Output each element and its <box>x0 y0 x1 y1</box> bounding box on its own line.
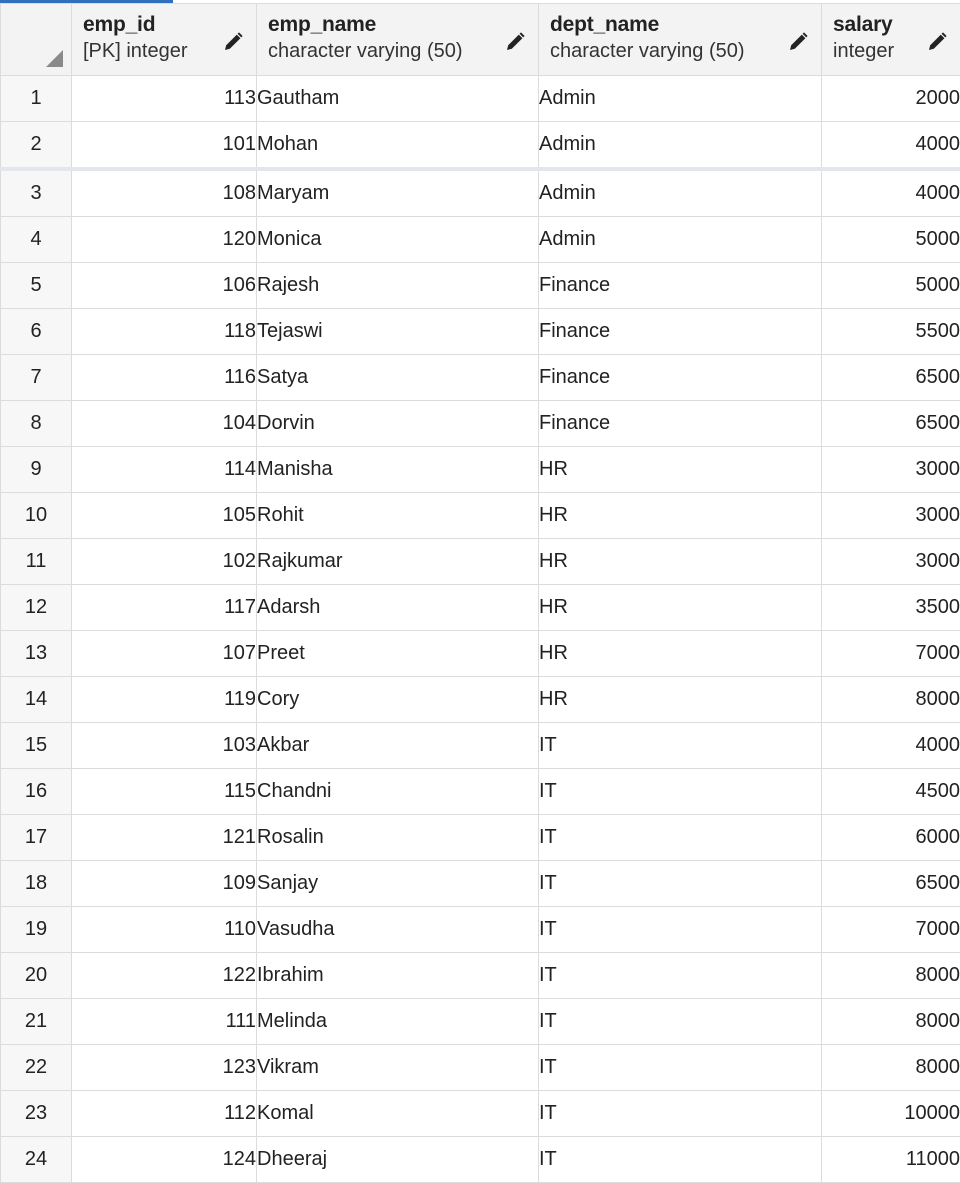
cell-emp-name[interactable]: Tejaswi <box>257 309 539 355</box>
cell-salary[interactable]: 4500 <box>822 769 960 815</box>
cell-salary[interactable]: 8000 <box>822 953 960 999</box>
cell-salary[interactable]: 8000 <box>822 1045 960 1091</box>
cell-emp-id[interactable]: 120 <box>72 217 257 263</box>
table-row[interactable] <box>1 677 960 723</box>
row-number[interactable]: 2 <box>1 122 72 170</box>
cell-emp-name[interactable]: Cory <box>257 677 539 723</box>
cell-emp-name[interactable]: Maryam <box>257 169 539 217</box>
cell-emp-name[interactable]: Rohit <box>257 493 539 539</box>
cell-emp-id[interactable]: 116 <box>72 355 257 401</box>
row-number[interactable]: 15 <box>1 723 72 769</box>
row-number[interactable]: 24 <box>1 1137 72 1183</box>
cell-dept-name[interactable]: HR <box>539 539 822 585</box>
table-row[interactable] <box>1 539 960 585</box>
cell-salary[interactable]: 3000 <box>822 493 960 539</box>
cell-dept-name[interactable]: HR <box>539 447 822 493</box>
cell-dept-name[interactable]: IT <box>539 1137 822 1183</box>
cell-dept-name[interactable]: Finance <box>539 401 822 447</box>
table-row[interactable] <box>1 355 960 401</box>
cell-salary[interactable]: 11000 <box>822 1137 960 1183</box>
cell-salary[interactable]: 4000 <box>822 122 960 170</box>
cell-dept-name[interactable]: IT <box>539 907 822 953</box>
cell-dept-name[interactable]: IT <box>539 723 822 769</box>
table-row[interactable] <box>1 953 960 999</box>
row-number[interactable]: 21 <box>1 999 72 1045</box>
cell-emp-name[interactable]: Satya <box>257 355 539 401</box>
row-number[interactable]: 22 <box>1 1045 72 1091</box>
cell-emp-name[interactable]: Akbar <box>257 723 539 769</box>
cell-salary[interactable]: 6500 <box>822 355 960 401</box>
cell-salary[interactable]: 4000 <box>822 723 960 769</box>
cell-emp-id[interactable]: 101 <box>72 122 257 170</box>
cell-dept-name[interactable]: Admin <box>539 76 822 122</box>
cell-emp-name[interactable]: Chandni <box>257 769 539 815</box>
cell-emp-name[interactable]: Melinda <box>257 999 539 1045</box>
cell-salary[interactable]: 5000 <box>822 263 960 309</box>
cell-dept-name[interactable]: HR <box>539 677 822 723</box>
table-row[interactable] <box>1 999 960 1045</box>
cell-dept-name[interactable]: HR <box>539 631 822 677</box>
column-type: character varying (50) <box>257 37 538 63</box>
cell-emp-name[interactable]: Ibrahim <box>257 953 539 999</box>
cell-emp-id[interactable]: 117 <box>72 585 257 631</box>
row-number[interactable]: 4 <box>1 217 72 263</box>
cell-dept-name[interactable]: IT <box>539 953 822 999</box>
table-row[interactable] <box>1 769 960 815</box>
query-result-grid <box>0 3 960 1183</box>
cell-emp-id[interactable]: 111 <box>72 999 257 1045</box>
table-row[interactable] <box>1 447 960 493</box>
cell-dept-name[interactable]: Finance <box>539 309 822 355</box>
cell-dept-name[interactable]: IT <box>539 999 822 1045</box>
row-number[interactable]: 9 <box>1 447 72 493</box>
cell-emp-id[interactable]: 103 <box>72 723 257 769</box>
table-row[interactable] <box>1 169 960 217</box>
table-row[interactable] <box>1 1091 960 1137</box>
table-row[interactable] <box>1 493 960 539</box>
row-number[interactable]: 17 <box>1 815 72 861</box>
column-type: [PK] integer <box>72 37 256 63</box>
row-number[interactable]: 23 <box>1 1091 72 1137</box>
cell-salary[interactable]: 6500 <box>822 401 960 447</box>
column-header-salary[interactable] <box>822 4 960 76</box>
pencil-icon[interactable] <box>223 32 243 52</box>
cell-salary[interactable]: 3000 <box>822 539 960 585</box>
row-number[interactable]: 6 <box>1 309 72 355</box>
table-row[interactable] <box>1 585 960 631</box>
cell-emp-name[interactable]: Komal <box>257 1091 539 1137</box>
column-type: integer <box>822 37 960 63</box>
row-number[interactable]: 11 <box>1 539 72 585</box>
cell-dept-name[interactable]: Admin <box>539 169 822 217</box>
row-number[interactable]: 18 <box>1 861 72 907</box>
cell-emp-name[interactable]: Vikram <box>257 1045 539 1091</box>
cell-emp-id[interactable]: 123 <box>72 1045 257 1091</box>
cell-emp-name[interactable]: Adarsh <box>257 585 539 631</box>
cell-dept-name[interactable]: IT <box>539 815 822 861</box>
row-number[interactable]: 13 <box>1 631 72 677</box>
cell-emp-id[interactable]: 118 <box>72 309 257 355</box>
cell-dept-name[interactable]: IT <box>539 1091 822 1137</box>
table-row[interactable] <box>1 1137 960 1183</box>
table-row[interactable] <box>1 1045 960 1091</box>
column-header-emp-name[interactable] <box>257 4 539 76</box>
cell-emp-name[interactable]: Rosalin <box>257 815 539 861</box>
cell-emp-id[interactable]: 104 <box>72 401 257 447</box>
table-row[interactable] <box>1 907 960 953</box>
row-number[interactable]: 5 <box>1 263 72 309</box>
table-row[interactable] <box>1 723 960 769</box>
row-number[interactable]: 16 <box>1 769 72 815</box>
cell-emp-id[interactable]: 122 <box>72 953 257 999</box>
cell-salary[interactable]: 5000 <box>822 217 960 263</box>
cell-salary[interactable]: 5500 <box>822 309 960 355</box>
row-number[interactable]: 20 <box>1 953 72 999</box>
cell-emp-id[interactable]: 115 <box>72 769 257 815</box>
column-type: character varying (50) <box>539 37 821 63</box>
cell-emp-id[interactable]: 112 <box>72 1091 257 1137</box>
column-name: emp_name <box>257 4 538 37</box>
cell-emp-name[interactable]: Rajkumar <box>257 539 539 585</box>
cell-emp-id[interactable]: 114 <box>72 447 257 493</box>
cell-dept-name[interactable]: IT <box>539 861 822 907</box>
cell-emp-name[interactable]: Dorvin <box>257 401 539 447</box>
cell-dept-name[interactable]: Admin <box>539 217 822 263</box>
cell-dept-name[interactable]: HR <box>539 493 822 539</box>
cell-salary[interactable]: 10000 <box>822 1091 960 1137</box>
cell-salary[interactable]: 8000 <box>822 677 960 723</box>
row-number[interactable]: 8 <box>1 401 72 447</box>
resize-corner-icon <box>46 50 63 67</box>
table-row[interactable] <box>1 401 960 447</box>
select-all-corner[interactable] <box>1 4 72 76</box>
cell-emp-id[interactable]: 110 <box>72 907 257 953</box>
table-row[interactable] <box>1 309 960 355</box>
cell-emp-id[interactable]: 107 <box>72 631 257 677</box>
row-number[interactable]: 1 <box>1 76 72 122</box>
cell-emp-name[interactable]: Rajesh <box>257 263 539 309</box>
cell-emp-id[interactable]: 121 <box>72 815 257 861</box>
cell-emp-name[interactable]: Dheeraj <box>257 1137 539 1183</box>
table-row[interactable] <box>1 815 960 861</box>
row-number[interactable]: 12 <box>1 585 72 631</box>
column-name: salary <box>822 4 960 37</box>
cell-dept-name[interactable]: IT <box>539 769 822 815</box>
cell-emp-name[interactable]: Vasudha <box>257 907 539 953</box>
pencil-icon[interactable] <box>788 32 808 52</box>
cell-salary[interactable]: 6500 <box>822 861 960 907</box>
grid-body <box>1 76 960 1183</box>
cell-emp-name[interactable]: Gautham <box>257 76 539 122</box>
cell-dept-name[interactable]: HR <box>539 585 822 631</box>
column-header-dept-name[interactable] <box>539 4 822 76</box>
table-row[interactable] <box>1 631 960 677</box>
grid-header-row <box>1 4 960 76</box>
cell-salary[interactable]: 8000 <box>822 999 960 1045</box>
cell-dept-name[interactable]: Admin <box>539 122 822 170</box>
cell-emp-name[interactable]: Mohan <box>257 122 539 170</box>
cell-emp-id[interactable]: 119 <box>72 677 257 723</box>
cell-emp-id[interactable]: 102 <box>72 539 257 585</box>
column-name: emp_id <box>72 4 256 37</box>
cell-salary[interactable]: 3000 <box>822 447 960 493</box>
column-header-emp-id[interactable] <box>72 4 257 76</box>
cell-salary[interactable]: 2000 <box>822 76 960 122</box>
column-name: dept_name <box>539 4 821 37</box>
cell-emp-name[interactable]: Monica <box>257 217 539 263</box>
cell-dept-name[interactable]: Finance <box>539 263 822 309</box>
table-row[interactable] <box>1 263 960 309</box>
cell-salary[interactable]: 6000 <box>822 815 960 861</box>
row-number[interactable]: 7 <box>1 355 72 401</box>
cell-salary[interactable]: 3500 <box>822 585 960 631</box>
row-number[interactable]: 3 <box>1 169 72 217</box>
row-number[interactable]: 14 <box>1 677 72 723</box>
row-number[interactable]: 10 <box>1 493 72 539</box>
cell-dept-name[interactable]: Finance <box>539 355 822 401</box>
table-row[interactable] <box>1 122 960 170</box>
table-row[interactable] <box>1 76 960 122</box>
cell-emp-name[interactable]: Manisha <box>257 447 539 493</box>
cell-salary[interactable]: 7000 <box>822 907 960 953</box>
table-row[interactable] <box>1 217 960 263</box>
cell-emp-id[interactable]: 124 <box>72 1137 257 1183</box>
cell-salary[interactable]: 4000 <box>822 169 960 217</box>
pencil-icon[interactable] <box>927 32 947 52</box>
cell-emp-id[interactable]: 109 <box>72 861 257 907</box>
row-number[interactable]: 19 <box>1 907 72 953</box>
table-row[interactable] <box>1 861 960 907</box>
pencil-icon[interactable] <box>505 32 525 52</box>
cell-salary[interactable]: 7000 <box>822 631 960 677</box>
cell-emp-id[interactable]: 108 <box>72 169 257 217</box>
cell-emp-id[interactable]: 106 <box>72 263 257 309</box>
cell-emp-name[interactable]: Preet <box>257 631 539 677</box>
cell-emp-id[interactable]: 105 <box>72 493 257 539</box>
cell-emp-id[interactable]: 113 <box>72 76 257 122</box>
cell-dept-name[interactable]: IT <box>539 1045 822 1091</box>
cell-emp-name[interactable]: Sanjay <box>257 861 539 907</box>
